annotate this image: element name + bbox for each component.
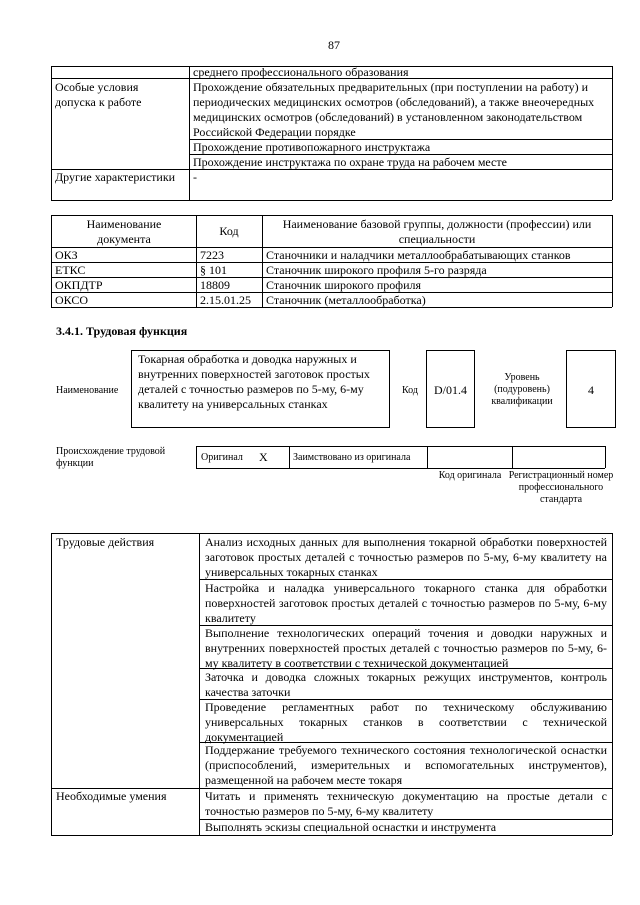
workplace-safety-briefing: Прохождение инструктажа по охране труда на рабочем месте: [193, 155, 507, 169]
education-continued: среднего профессионального образования: [193, 65, 409, 79]
page-number: 87: [328, 38, 340, 52]
classifier-code: § 101: [200, 263, 227, 277]
labor-action-item: Заточка и доводка сложных токарных режущих инструментов, контроль качества заточки: [205, 670, 607, 699]
function-code-label: Код: [402, 385, 418, 396]
classifier-name: ЕТКС: [55, 263, 86, 277]
other-characteristics-value: -: [193, 170, 197, 184]
original-mark: X: [259, 450, 268, 464]
labor-action-item: Анализ исходных данных для выполнения токарной обработки поверхностей заготовок простых деталей с точностью размеров по 5-му, 6-му квалитету на универсальных токарных станках: [205, 535, 607, 579]
borrowed-label: Заимствовано из оригинала: [293, 452, 411, 463]
fire-safety-briefing: Прохождение противопожарного инструктажа: [193, 140, 431, 154]
original-label: Оригинал: [201, 452, 243, 463]
classifier-title: Станочник широкого профиля: [266, 278, 422, 292]
function-name-value: Токарная обработка и доводка наружных и внутренних поверхностей заготовок простых деталей с точностью размеров по 5-му, 6-му квалитету на универсальных станках: [138, 352, 370, 411]
other-characteristics-label: Другие характеристики: [55, 170, 176, 184]
classifier-title: Станочники и наладчики металлообрабатывающих станков: [266, 248, 571, 262]
original-code-caption: Код оригинала: [438, 470, 502, 481]
header-document-name: Наименование документа: [86, 217, 162, 246]
origin-label: Происхождение трудовой функции: [56, 446, 166, 469]
classifier-name: ОКПДТР: [55, 278, 103, 292]
registration-number-caption: Регистрационный номер профессионального стандарта: [508, 470, 614, 505]
labor-action-item: Поддержание требуемого технического состояния технологической оснастки (приспособлений, измерительных и вспомогательных инструментов), размещенной на рабочем месте токаря: [205, 743, 607, 787]
header-code: Код: [219, 224, 239, 238]
qualification-level-label: Уровень (подуровень) квалификации: [491, 372, 553, 407]
labor-action-item: Выполнение технологических операций точения и доводки наружных и внутренних поверхностей простых деталей с точностью размеров по 5-му, 6-му квалитету в соответствии с технической документацией: [205, 626, 607, 670]
medical-exam-requirement: Прохождение обязательных предварительных (при поступлении на работу) и периодических медицинских осмотров (обследований), а также внеочередных медицинских осмотров (обследований) в установленном законодательством Российской Федерации порядке: [193, 80, 595, 139]
labor-action-item: Проведение регламентных работ по техническому обслуживанию универсальных токарных станков в соответствии с технической документацией: [205, 700, 607, 744]
classifier-title: Станочник широкого профиля 5-го разряда: [266, 263, 487, 277]
labor-actions-label: Трудовые действия: [56, 535, 155, 549]
function-code-value: D/01.4: [434, 383, 467, 397]
required-skills-label: Необходимые умения: [56, 789, 167, 803]
classifier-code: 2.15.01.25: [200, 293, 251, 307]
section-title: 3.4.1. Трудовая функция: [56, 324, 188, 338]
required-skill-item: Читать и применять техническую документацию на простые детали с точностью размеров по 5-му, 6-му квалитету: [205, 789, 607, 818]
required-skill-item: Выполнять эскизы специальной оснастки и инструмента: [205, 820, 497, 834]
classifier-code: 7223: [200, 248, 224, 262]
qualification-level-value: 4: [588, 383, 594, 397]
header-group-name: Наименование базовой группы, должности (профессии) или специальности: [282, 217, 592, 246]
labor-action-item: Настройка и наладка универсального токарного станка для обработки поверхностей заготовок простых деталей с точностью размеров по 5-му, 6-му квалитету: [205, 581, 607, 625]
classifier-code: 18809: [200, 278, 230, 292]
function-name-label: Наименование: [56, 385, 119, 396]
classifier-name: ОКЗ: [55, 248, 78, 262]
classifier-name: ОКСО: [55, 293, 89, 307]
classifier-title: Станочник (металлообработка): [266, 293, 426, 307]
special-conditions-label: Особые условия допуска к работе: [55, 80, 142, 109]
